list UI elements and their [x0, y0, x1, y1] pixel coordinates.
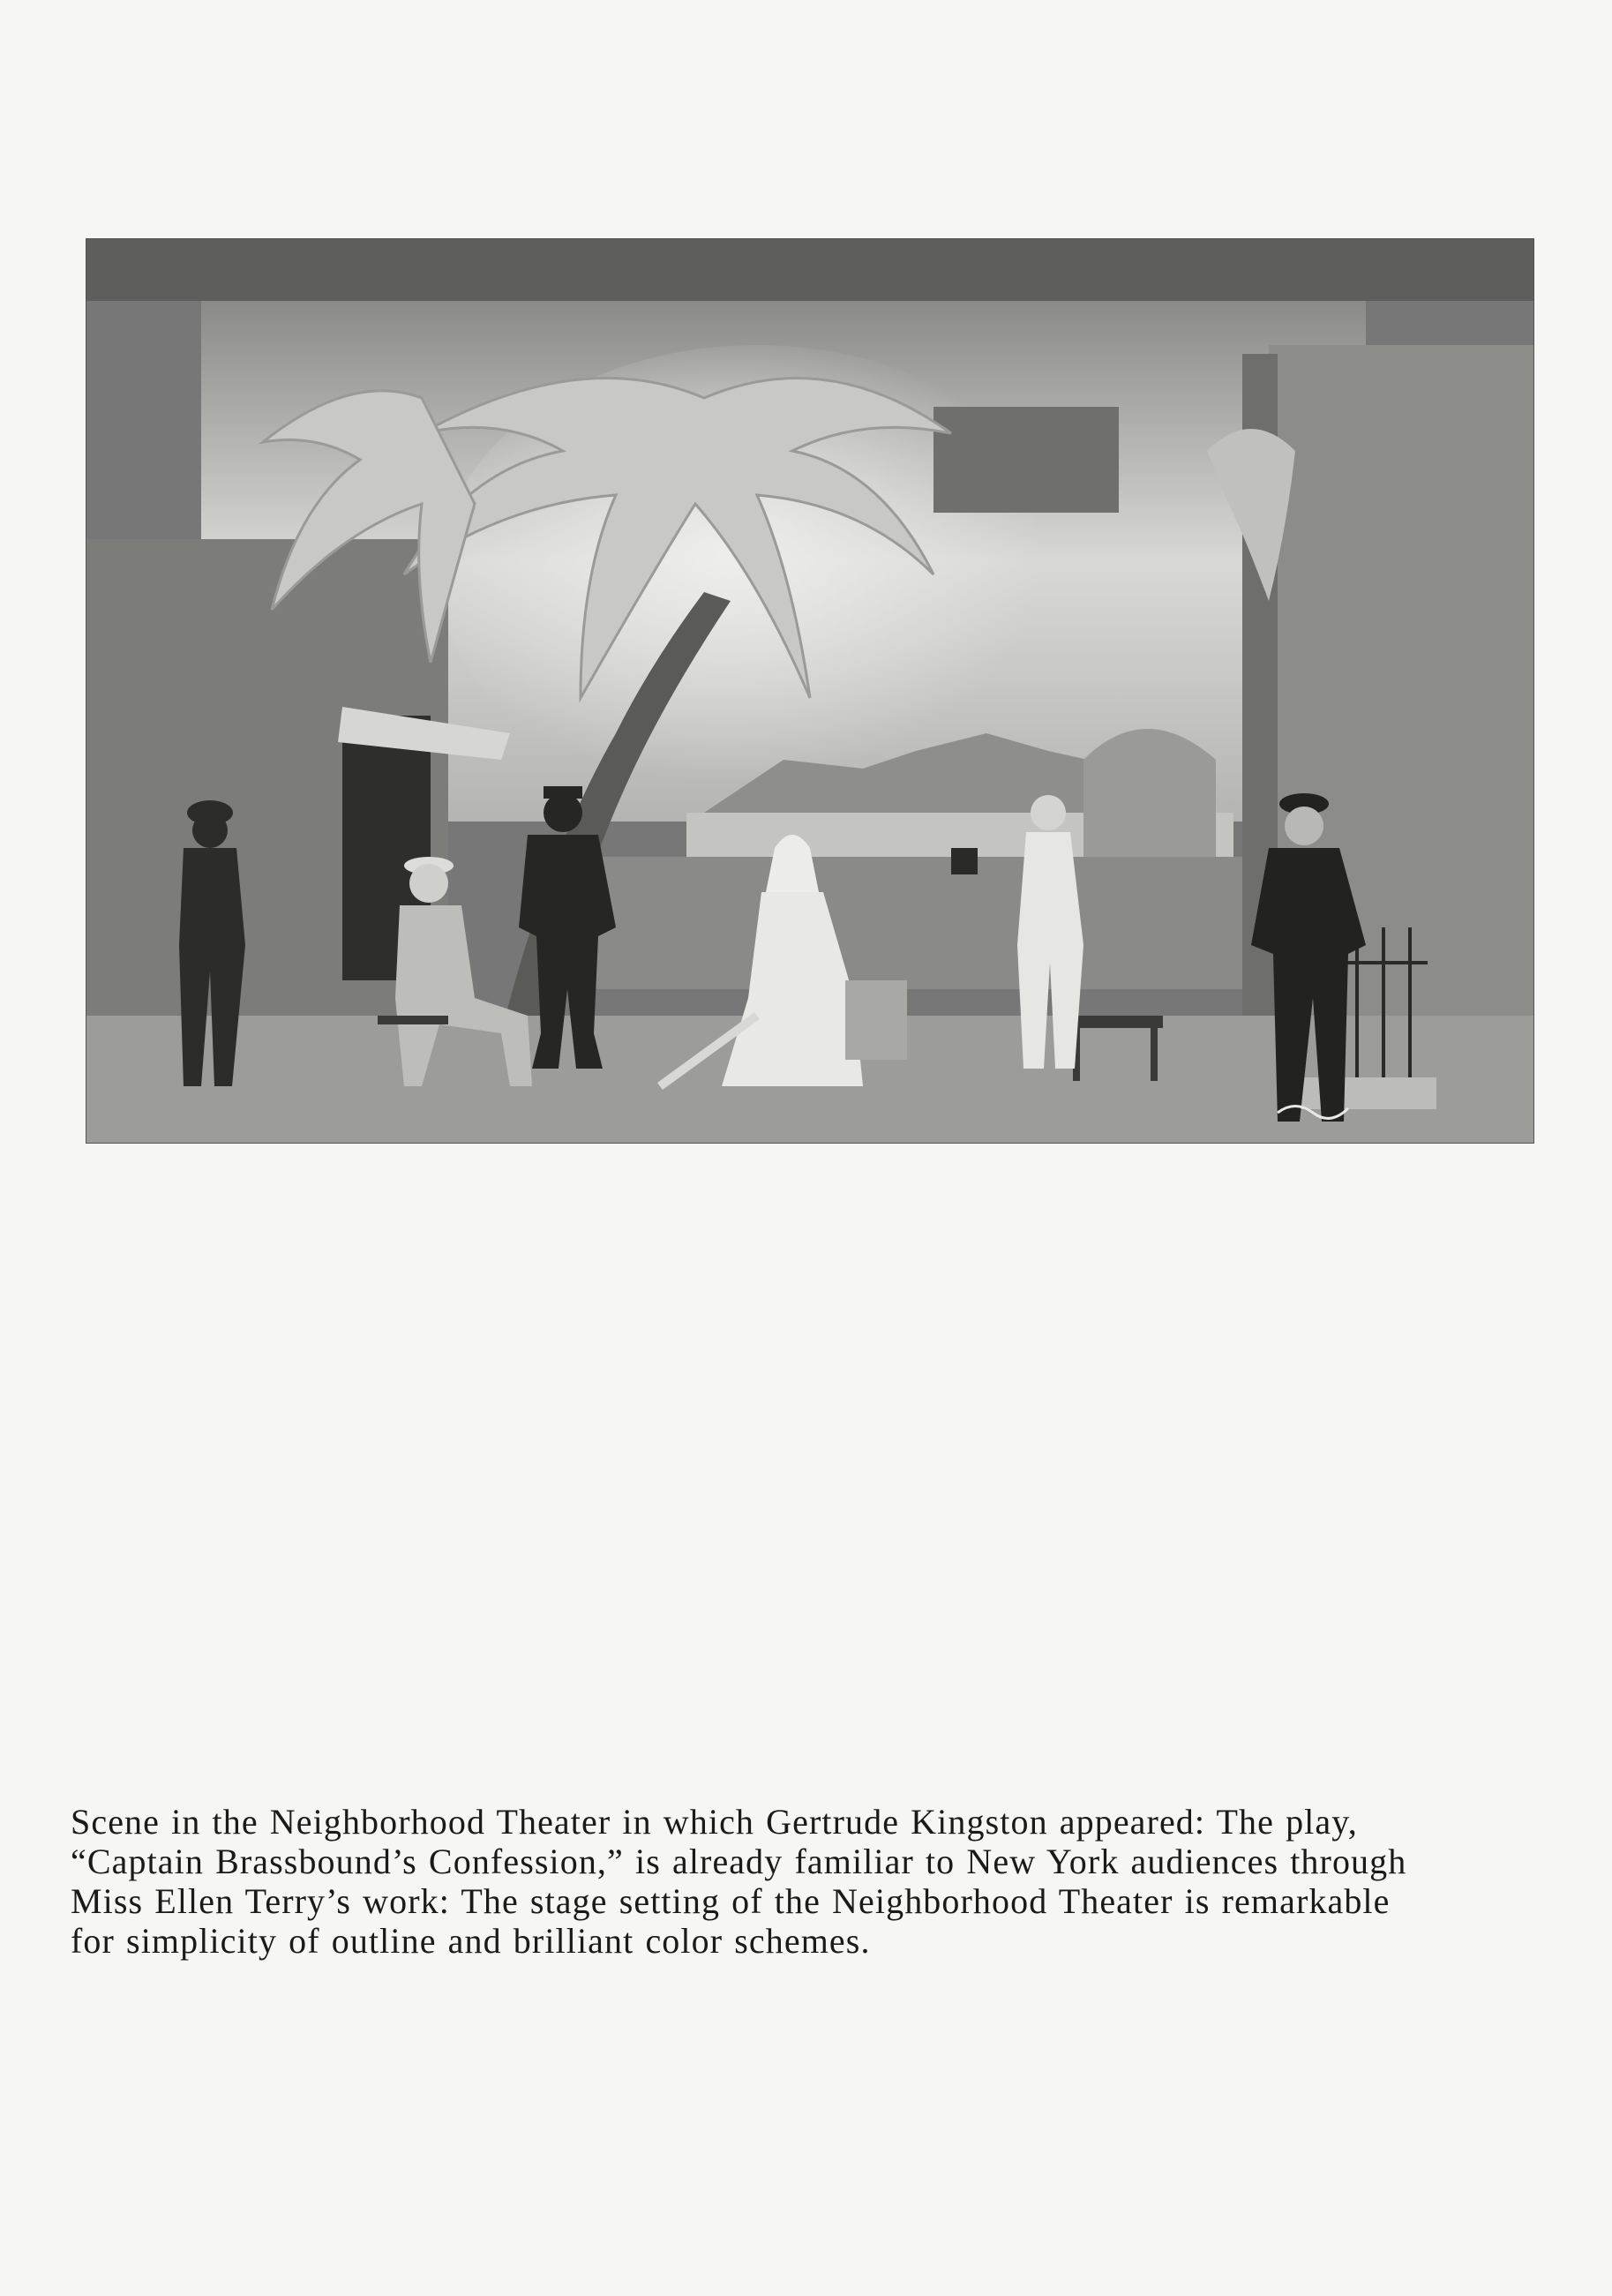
- caption-line: Miss Ellen Terry’s work: The stage setting of the Neighborhood Theater is remarkable: [71, 1881, 1391, 1921]
- caption-line: Scene in the Neighborhood Theater in which Gertrude Kingston appeared: The play,: [71, 1802, 1358, 1842]
- photo-illustration: [86, 239, 1533, 1143]
- low-wall: [581, 857, 1339, 989]
- watering-can: [951, 848, 978, 874]
- caption-line: for simplicity of outline and brilliant color schemes.: [71, 1921, 871, 1961]
- backdrop-window: [933, 407, 1119, 513]
- photo-caption: [71, 1802, 1542, 1961]
- caption-line: “Captain Brassbound’s Confession,” is already familiar to New York audiences through: [71, 1842, 1407, 1881]
- stage-scene-photograph: [86, 239, 1533, 1143]
- bench: [1066, 1016, 1163, 1028]
- proscenium-top: [86, 239, 1533, 301]
- dome-structure: [1083, 729, 1216, 857]
